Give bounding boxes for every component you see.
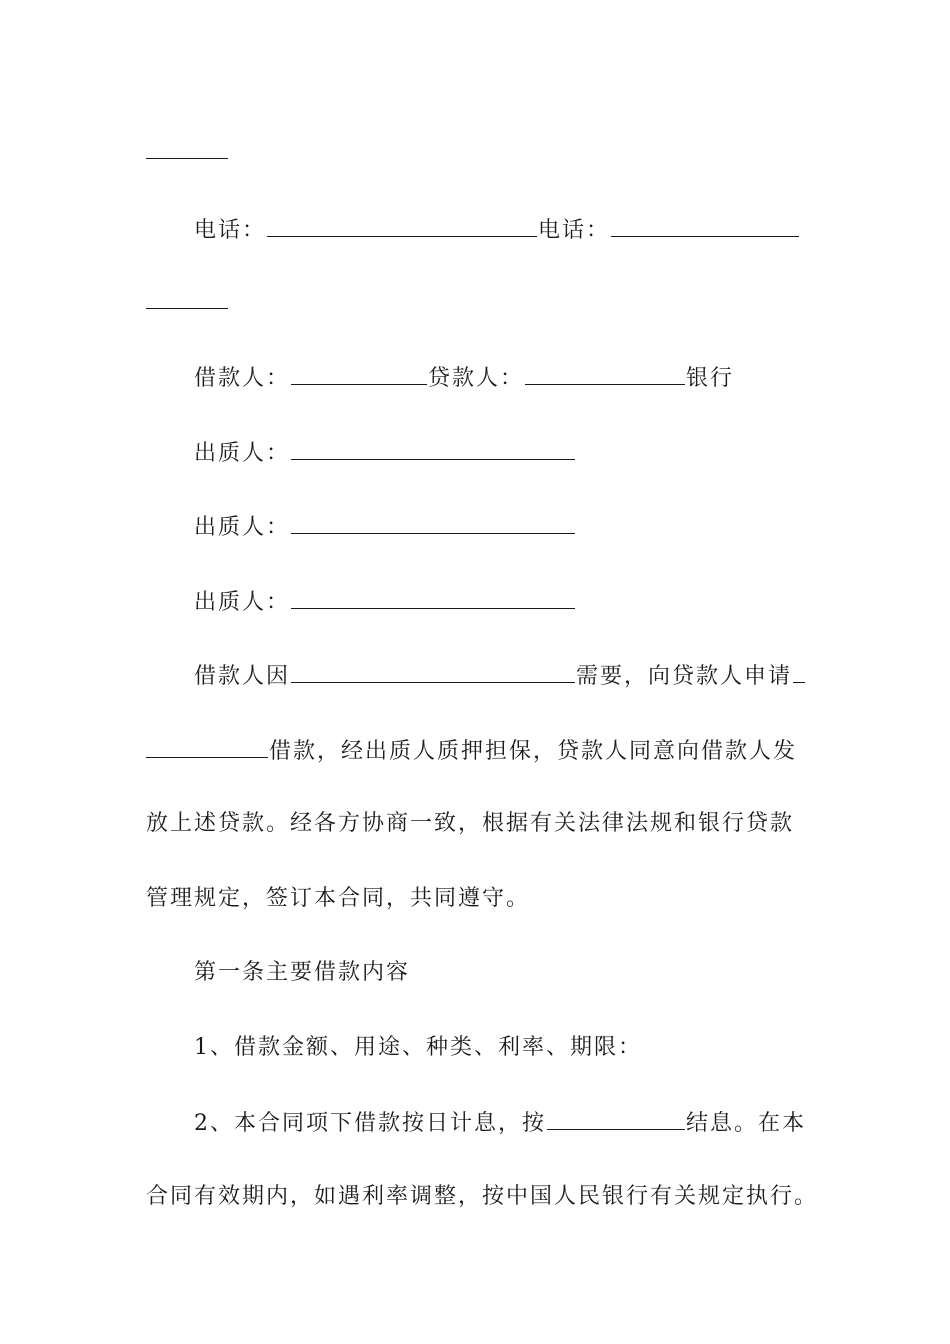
item-line <box>146 1182 818 1212</box>
pledgor-line <box>194 511 576 541</box>
paragraph-line <box>146 884 530 914</box>
pledgor-line <box>194 437 576 467</box>
purpose-blank <box>291 660 575 683</box>
blank-line <box>146 308 228 309</box>
text: 借款，经出质人质押担保，贷款人同意向借款人发 <box>269 739 798 764</box>
lender-blank <box>525 362 685 385</box>
amount-blank <box>793 660 805 683</box>
borrower-label: 借款人： <box>194 366 291 391</box>
settlement-blank <box>547 1107 685 1130</box>
pledgor-line <box>194 586 576 616</box>
text: 管理规定，签订本合同，共同遵守。 <box>146 886 531 911</box>
phone-label: 电话： <box>194 218 267 243</box>
text: 第一条主要借款内容 <box>194 960 411 985</box>
article-heading <box>194 958 410 988</box>
text: 2、本合同项下借款按日计息，按 <box>194 1111 546 1136</box>
pledgor-blank <box>291 511 575 534</box>
text: 需要，向贷款人申请 <box>576 664 793 689</box>
phone-label: 电话： <box>538 218 611 243</box>
blank-line <box>146 158 228 159</box>
pledgor-label: 出质人： <box>194 515 291 540</box>
text: 合同有效期内，如遇利率调整，按中国人民银行有关规定执行。 <box>146 1184 819 1209</box>
borrower-blank <box>291 362 427 385</box>
phone-blank <box>267 214 537 237</box>
lender-label: 贷款人： <box>428 366 525 391</box>
pledgor-blank <box>291 586 575 609</box>
pledgor-label: 出质人： <box>194 590 291 615</box>
bank-suffix: 银行 <box>686 366 735 391</box>
text: 1、借款金额、用途、种类、利率、期限： <box>194 1035 642 1060</box>
phone-line <box>194 214 800 244</box>
text: 结息。在本 <box>686 1111 807 1136</box>
pledgor-blank <box>291 437 575 460</box>
item-line <box>194 1107 806 1137</box>
phone-blank <box>611 214 799 237</box>
pledgor-label: 出质人： <box>194 441 291 466</box>
paragraph-line <box>146 809 794 839</box>
paragraph-line <box>194 660 806 690</box>
parties-line <box>194 362 734 392</box>
amount-blank <box>146 735 268 758</box>
item-line <box>194 1033 642 1063</box>
text: 放上述贷款。经各方协商一致，根据有关法律法规和银行贷款 <box>146 811 795 836</box>
text: 借款人因 <box>194 664 291 689</box>
paragraph-line <box>146 735 797 765</box>
